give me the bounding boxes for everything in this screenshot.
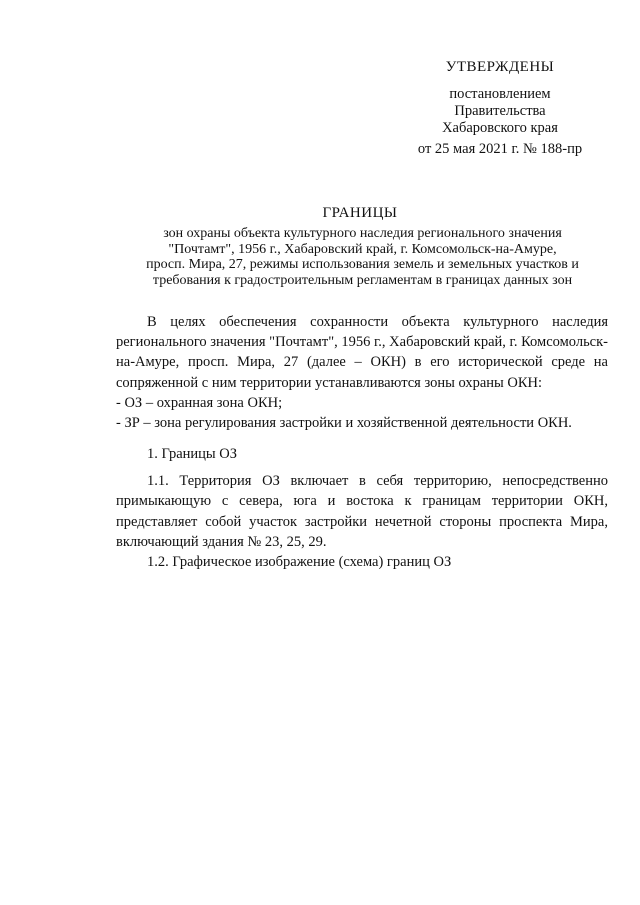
approval-line-3: Хабаровского края: [442, 120, 558, 136]
subtitle-line: просп. Мира, 27, режимы использования земель и земельных участков и: [146, 257, 579, 272]
subtitle-line: зон охраны объекта культурного наследия регионального значения: [163, 226, 562, 241]
approval-stamp: [395, 58, 605, 158]
item-1-2-paragraph: 1.2. Графическое изображение (схема) границ ОЗ: [147, 554, 452, 571]
document-body: [116, 312, 608, 572]
subtitle-line: требования к градостроительным регламентам в границах данных зон: [152, 272, 573, 288]
zone-list-item: - ЗР – зона регулирования застройки и хозяйственной деятельности ОКН.: [116, 415, 572, 432]
item-1-1-paragraph: 1.1. Территория ОЗ включает в себя территорию, непосредственно примыкающую с севера, юга и востока к границам территории ОКН, представляет собой участок застройки нечетной стороны проспекта Мира, включающий здания № 23, 25, 29.: [116, 473, 608, 550]
approval-date: от 25 мая 2021 г. № 188-пр: [417, 141, 583, 157]
intro-paragraph: В целях обеспечения сохранности объекта культурного наследия регионального значения "Почтамт", 1956 г., Хабаровский край, г. Комсомольск-на-Амуре, просп. Мира, 27 (далее – ОКН) в его исторической среде на сопряженной с ним территории устанавливаются зоны охраны ОКН:: [116, 314, 608, 391]
approval-line-1: постановлением: [449, 86, 551, 102]
approval-line-2: Правительства: [454, 103, 546, 119]
subtitle-line: "Почтамт", 1956 г., Хабаровский край, г. Комсомольск-на-Амуре,: [168, 241, 557, 257]
document-title: ГРАНИЦЫ: [322, 205, 398, 221]
document-subtitle: [130, 226, 595, 288]
zone-list-item: - ОЗ – охранная зона ОКН;: [116, 394, 283, 411]
section-1-heading: 1. Границы ОЗ: [147, 446, 238, 463]
approval-heading: УТВЕРЖДЕНЫ: [445, 59, 555, 75]
